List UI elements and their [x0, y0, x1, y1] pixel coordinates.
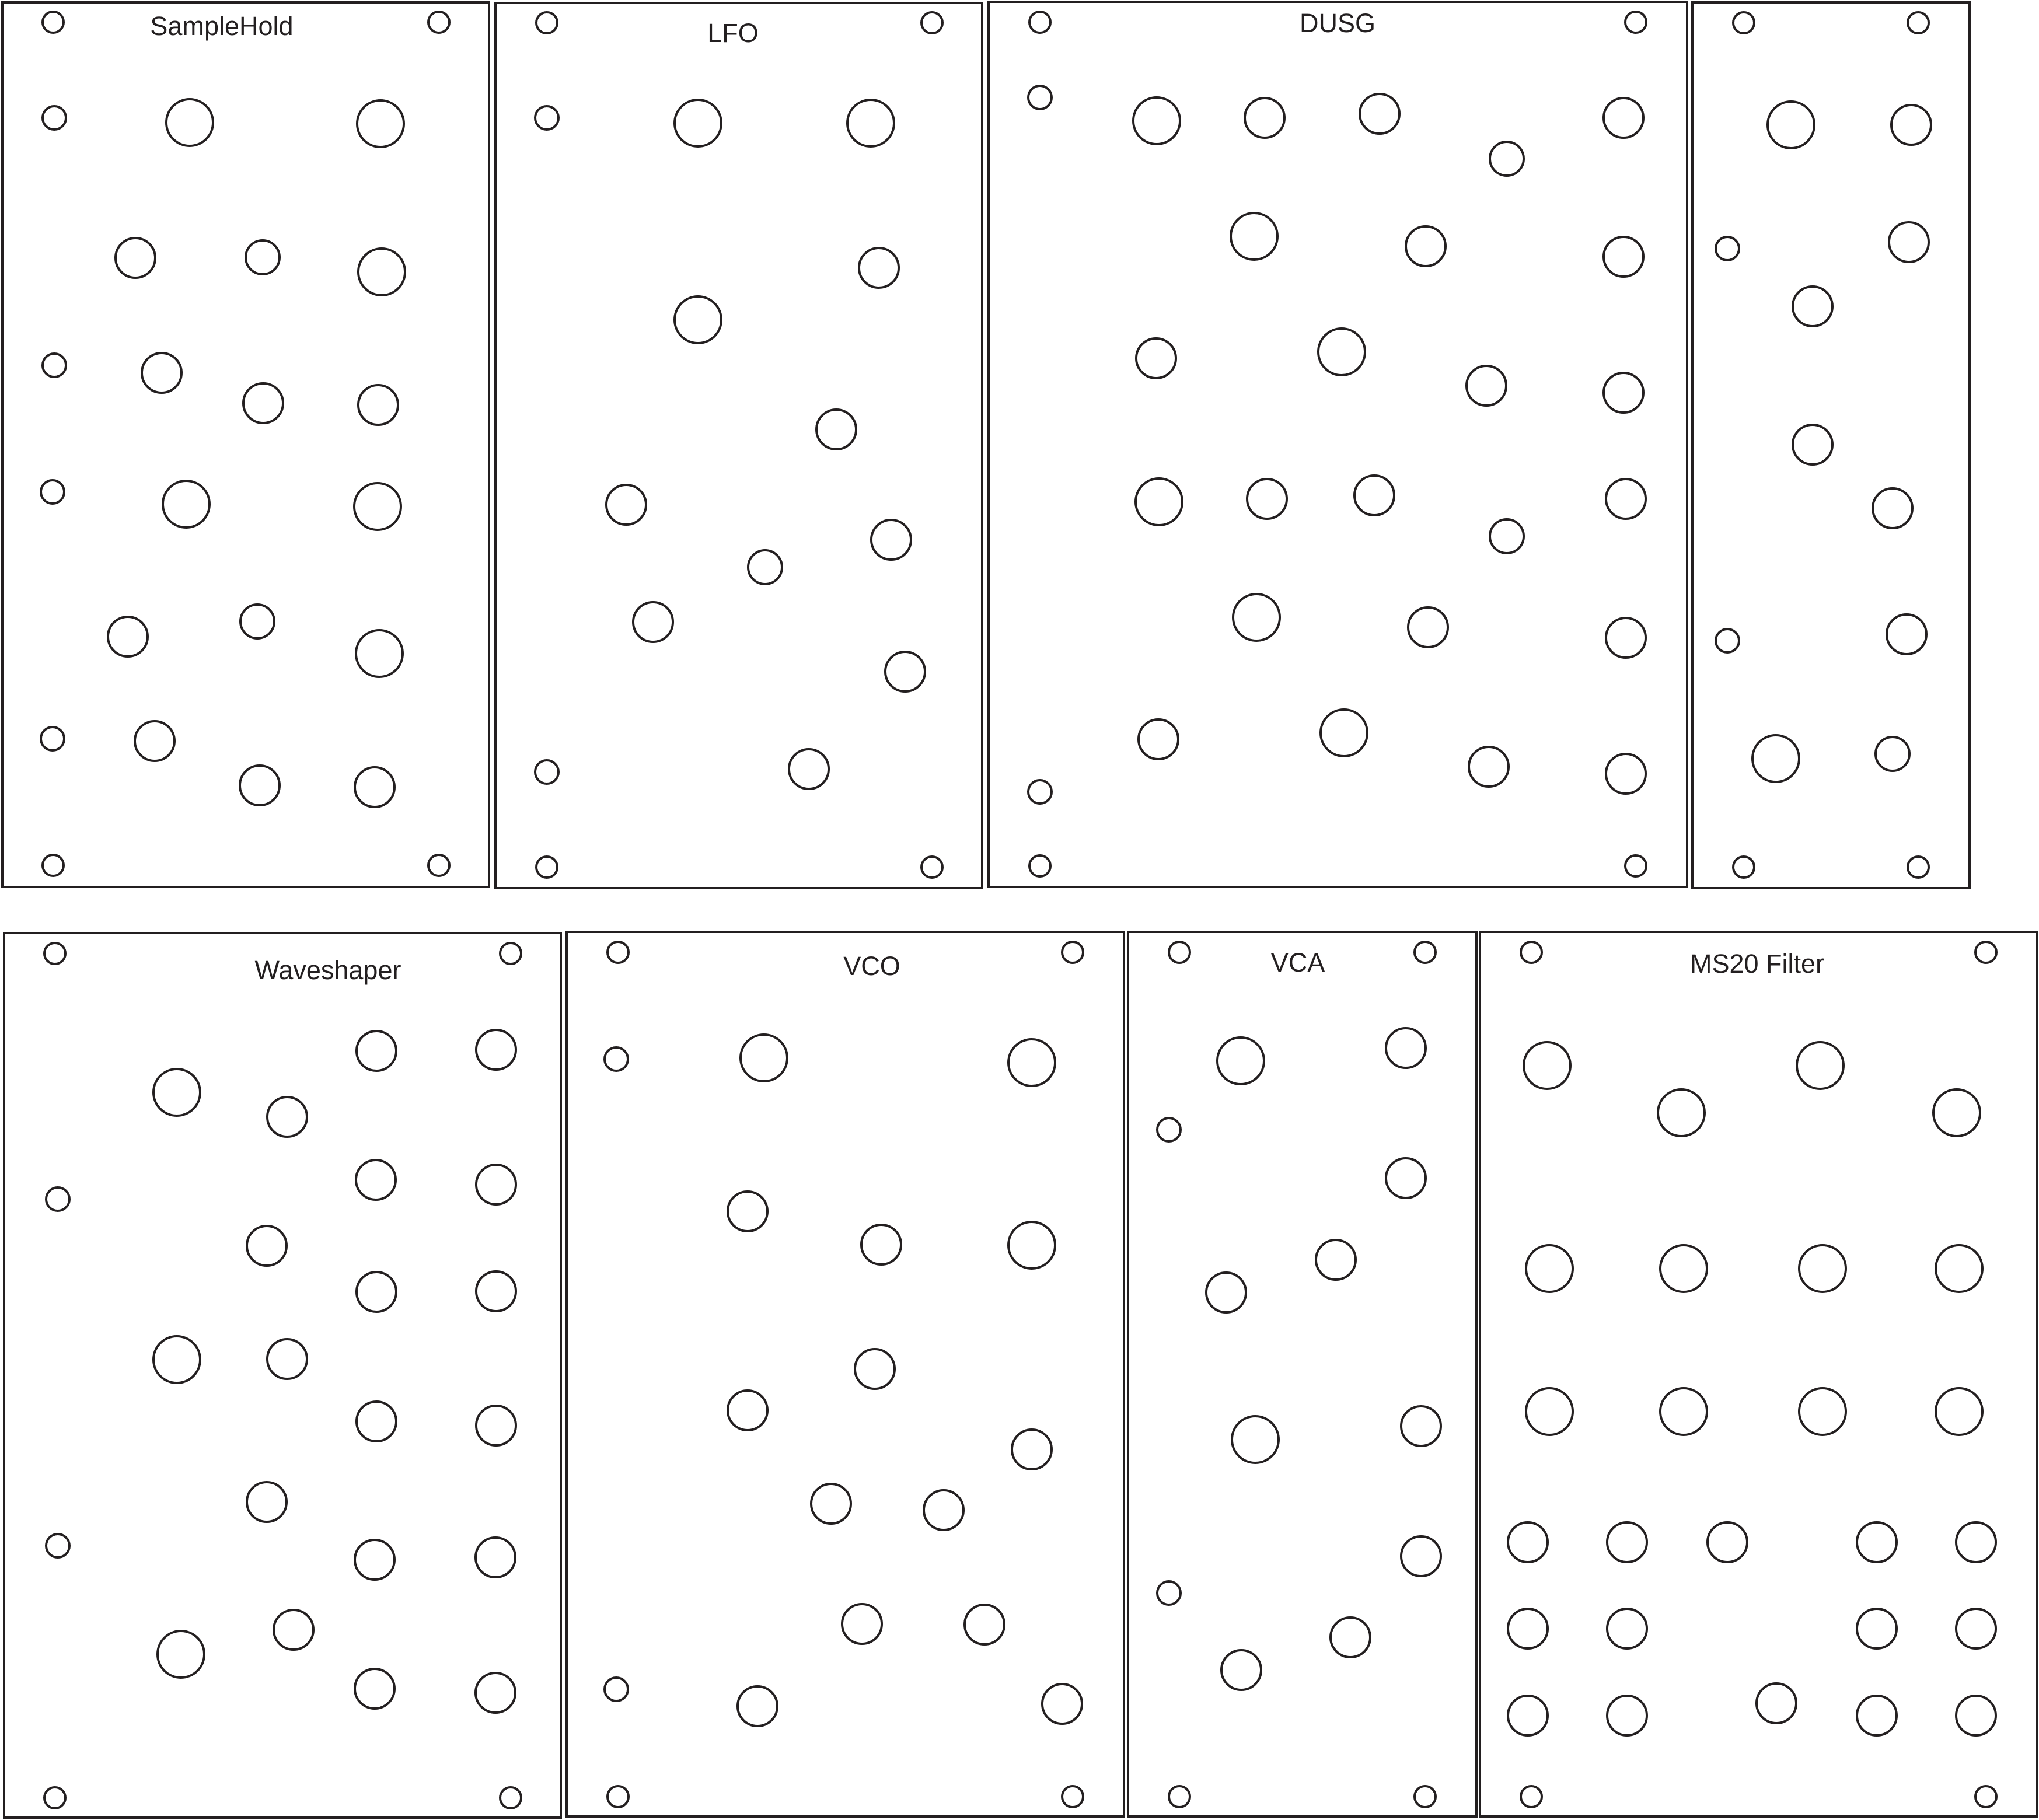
knob[interactable] [1467, 366, 1506, 406]
mount-hole [921, 857, 942, 878]
knob[interactable] [476, 1406, 516, 1445]
knob[interactable] [1876, 737, 1909, 771]
mount-hole [500, 1787, 521, 1808]
knob[interactable] [355, 767, 394, 807]
knob[interactable] [842, 1604, 882, 1644]
knob[interactable] [476, 1538, 515, 1577]
knob[interactable] [1607, 1522, 1647, 1562]
knob[interactable] [1936, 1388, 1982, 1435]
jacks [1716, 237, 1739, 652]
knob[interactable] [247, 1226, 287, 1266]
knob[interactable] [476, 1165, 516, 1204]
mount-hole [1975, 942, 1996, 963]
mount-hole [1029, 12, 1050, 33]
panel-title: Waveshaper [254, 955, 401, 985]
mount-holes [1169, 942, 1436, 1807]
jack[interactable] [46, 1187, 69, 1211]
knob[interactable] [1887, 614, 1926, 654]
knob[interactable] [1604, 237, 1643, 277]
mount-hole [1415, 942, 1436, 963]
knob[interactable] [1401, 1406, 1441, 1446]
jack[interactable] [41, 727, 64, 750]
knob[interactable] [1136, 338, 1176, 378]
knob[interactable] [247, 1482, 287, 1522]
panel-waveshaper [4, 933, 561, 1818]
jacks [605, 1047, 628, 1701]
knob[interactable] [675, 100, 721, 146]
panel-vca [1128, 932, 1476, 1816]
knob[interactable] [1933, 1089, 1980, 1136]
knob[interactable] [1490, 142, 1524, 176]
knob[interactable] [789, 749, 829, 789]
knob[interactable] [1401, 1536, 1441, 1576]
mount-hole [1733, 857, 1754, 878]
knob[interactable] [1316, 1240, 1356, 1280]
jacks [41, 106, 66, 750]
mount-holes [607, 942, 1083, 1807]
jack[interactable] [605, 1678, 628, 1701]
knob[interactable] [738, 1686, 777, 1726]
mount-hole [428, 855, 449, 876]
jack[interactable] [43, 354, 66, 377]
mount-hole [1975, 1786, 1996, 1807]
knob[interactable] [153, 1069, 200, 1116]
panel-title: SampleHold [150, 11, 294, 41]
knob[interactable] [358, 385, 398, 425]
panel-title: DUSG [1299, 8, 1376, 38]
knob[interactable] [1708, 1522, 1747, 1562]
knob[interactable] [1604, 373, 1643, 413]
mount-hole [1029, 855, 1050, 876]
knob[interactable] [1321, 710, 1367, 756]
knob[interactable] [1793, 287, 1832, 326]
knob[interactable] [1133, 97, 1180, 144]
mount-hole [1062, 1786, 1083, 1807]
knob[interactable] [1757, 1683, 1796, 1723]
jack[interactable] [1157, 1118, 1181, 1141]
panel-untitled [1692, 2, 1970, 888]
mount-hole [1733, 12, 1754, 33]
knob[interactable] [633, 602, 673, 642]
knob[interactable] [476, 1673, 515, 1713]
jacks [535, 106, 558, 784]
panel-outline [567, 932, 1124, 1816]
knob[interactable] [476, 1030, 516, 1070]
knob[interactable] [1136, 478, 1182, 525]
panel-samplehold [2, 2, 489, 887]
knob[interactable] [1956, 1522, 1996, 1562]
knob[interactable] [135, 721, 174, 761]
knob[interactable] [1206, 1273, 1246, 1312]
knob[interactable] [728, 1192, 767, 1231]
knobs [153, 1030, 516, 1713]
knob[interactable] [1386, 1028, 1426, 1068]
panel-outline [989, 2, 1687, 887]
panel-title: VCA [1270, 948, 1325, 977]
knob[interactable] [816, 410, 856, 449]
jack[interactable] [605, 1047, 628, 1071]
knob[interactable] [861, 1225, 901, 1264]
mount-hole [1415, 1786, 1436, 1807]
jack[interactable] [1716, 629, 1739, 652]
panel-title: MS20 Filter [1689, 949, 1825, 979]
knob[interactable] [1606, 479, 1646, 519]
knobs [1133, 94, 1646, 794]
mount-hole [1625, 12, 1646, 33]
knob[interactable] [355, 1669, 394, 1709]
knob[interactable] [675, 296, 721, 343]
knob[interactable] [357, 100, 404, 147]
knob[interactable] [728, 1391, 767, 1430]
knob[interactable] [1008, 1222, 1055, 1269]
mount-hole [1169, 1786, 1190, 1807]
knob[interactable] [1526, 1388, 1573, 1435]
jack[interactable] [43, 106, 66, 130]
jack[interactable] [1716, 237, 1739, 260]
knob[interactable] [1232, 1416, 1279, 1463]
panel-lfo [495, 3, 982, 888]
mount-hole [1062, 942, 1083, 963]
panel-vco [567, 932, 1124, 1816]
knob[interactable] [1331, 1618, 1370, 1657]
knob[interactable] [358, 249, 405, 295]
knob[interactable] [163, 481, 210, 528]
jack[interactable] [1028, 780, 1052, 804]
knob[interactable] [355, 1540, 394, 1580]
knob[interactable] [1408, 607, 1448, 647]
panel-outline [1480, 932, 2037, 1816]
mount-hole [607, 942, 629, 963]
mount-hole [1908, 857, 1929, 878]
knob[interactable] [1658, 1089, 1705, 1136]
knob[interactable] [142, 353, 181, 393]
knob[interactable] [166, 99, 213, 146]
knob[interactable] [811, 1484, 851, 1524]
mount-hole [428, 12, 449, 33]
knob[interactable] [855, 1349, 895, 1389]
knob[interactable] [1386, 1158, 1426, 1198]
knob[interactable] [1660, 1245, 1707, 1292]
knob[interactable] [357, 1031, 396, 1071]
knob[interactable] [1857, 1609, 1897, 1648]
knob[interactable] [1012, 1430, 1052, 1469]
mount-hole [1521, 942, 1542, 963]
knob[interactable] [1318, 329, 1365, 375]
knob[interactable] [357, 1272, 396, 1312]
mount-hole [607, 1786, 629, 1807]
panel-title: VCO [843, 951, 900, 981]
knob[interactable] [1936, 1245, 1982, 1292]
knob[interactable] [267, 1339, 307, 1379]
knob[interactable] [1857, 1522, 1897, 1562]
knob[interactable] [1233, 594, 1280, 641]
jack[interactable] [41, 480, 64, 504]
panel-outline [1128, 932, 1476, 1816]
mount-holes [44, 943, 521, 1808]
knob[interactable] [1406, 226, 1446, 266]
knob[interactable] [267, 1097, 307, 1137]
knob[interactable] [1469, 747, 1509, 787]
knob[interactable] [965, 1605, 1004, 1644]
mount-hole [44, 1787, 65, 1808]
knob[interactable] [1139, 719, 1178, 759]
knob[interactable] [354, 483, 401, 530]
knob[interactable] [1956, 1696, 1996, 1735]
knob[interactable] [158, 1631, 204, 1678]
knob[interactable] [1217, 1037, 1264, 1084]
knob[interactable] [1247, 479, 1287, 519]
jacks [1157, 1118, 1181, 1605]
knob[interactable] [1508, 1522, 1548, 1562]
knob[interactable] [871, 520, 911, 560]
knob[interactable] [1752, 735, 1799, 782]
knob[interactable] [1857, 1696, 1897, 1735]
knob[interactable] [1797, 1042, 1844, 1089]
knob[interactable] [116, 238, 155, 278]
jack[interactable] [1157, 1581, 1181, 1605]
knob[interactable] [1891, 105, 1931, 145]
knob[interactable] [1606, 754, 1646, 794]
mount-holes [536, 12, 942, 878]
mount-hole [1169, 942, 1190, 963]
knob[interactable] [1360, 94, 1399, 134]
knob[interactable] [476, 1271, 516, 1311]
knob[interactable] [859, 248, 899, 288]
knob[interactable] [1889, 222, 1929, 262]
mount-hole [44, 943, 65, 964]
knobs [108, 99, 405, 807]
knob[interactable] [357, 1402, 396, 1441]
knob[interactable] [885, 652, 925, 691]
knob[interactable] [1873, 488, 1912, 528]
panel-outline [2, 2, 489, 887]
knobs [1206, 1028, 1441, 1690]
knob[interactable] [1606, 618, 1646, 658]
mount-holes [1521, 942, 1996, 1807]
knob[interactable] [1607, 1609, 1647, 1648]
knob[interactable] [1607, 1696, 1647, 1735]
knob[interactable] [1524, 1042, 1570, 1089]
knob[interactable] [1604, 98, 1643, 138]
jack[interactable] [1028, 86, 1052, 109]
panel-title: LFO [707, 18, 759, 48]
knob[interactable] [1768, 102, 1814, 148]
jack[interactable] [535, 106, 558, 130]
knob[interactable] [1660, 1388, 1707, 1435]
knob[interactable] [748, 550, 782, 584]
knob[interactable] [1231, 213, 1277, 260]
mount-hole [1908, 12, 1929, 33]
knobs [1508, 1042, 1996, 1735]
knob[interactable] [1956, 1609, 1996, 1648]
knob[interactable] [1526, 1245, 1573, 1292]
knob[interactable] [240, 766, 280, 805]
panel-outline [495, 3, 982, 888]
knobs [728, 1035, 1082, 1726]
mount-hole [43, 855, 64, 876]
knob[interactable] [153, 1336, 200, 1383]
mount-holes [1029, 12, 1646, 876]
knob[interactable] [1042, 1684, 1082, 1724]
knob[interactable] [108, 617, 148, 656]
mount-hole [500, 943, 521, 964]
knob[interactable] [1221, 1650, 1261, 1690]
mount-holes [43, 12, 449, 876]
knob[interactable] [1799, 1245, 1846, 1292]
knob[interactable] [1490, 519, 1524, 553]
knobs [1752, 102, 1931, 782]
knob[interactable] [924, 1490, 963, 1530]
knob[interactable] [1354, 476, 1394, 515]
knob[interactable] [1793, 425, 1832, 464]
knob[interactable] [1008, 1039, 1055, 1086]
knob[interactable] [274, 1610, 313, 1650]
knob[interactable] [243, 383, 283, 423]
jack[interactable] [535, 760, 558, 784]
mount-hole [43, 12, 64, 33]
mount-hole [536, 857, 557, 878]
knob[interactable] [356, 630, 403, 677]
jacks [1028, 86, 1052, 804]
mount-hole [1521, 1786, 1542, 1807]
knob[interactable] [1799, 1388, 1846, 1435]
knob[interactable] [606, 485, 646, 525]
jack[interactable] [46, 1534, 69, 1557]
knob[interactable] [356, 1160, 396, 1200]
mount-hole [536, 12, 557, 33]
knob[interactable] [1508, 1609, 1548, 1648]
knob[interactable] [1508, 1696, 1548, 1735]
knob[interactable] [847, 100, 894, 146]
mount-hole [921, 12, 942, 33]
knob[interactable] [1245, 98, 1284, 138]
knob[interactable] [246, 240, 280, 274]
knobs [606, 100, 925, 789]
jacks [46, 1187, 69, 1557]
panel-dusg [989, 2, 1687, 887]
panel-ms20-filter [1480, 932, 2037, 1816]
knob[interactable] [240, 605, 274, 638]
mount-hole [1625, 855, 1646, 876]
knob[interactable] [741, 1035, 787, 1081]
